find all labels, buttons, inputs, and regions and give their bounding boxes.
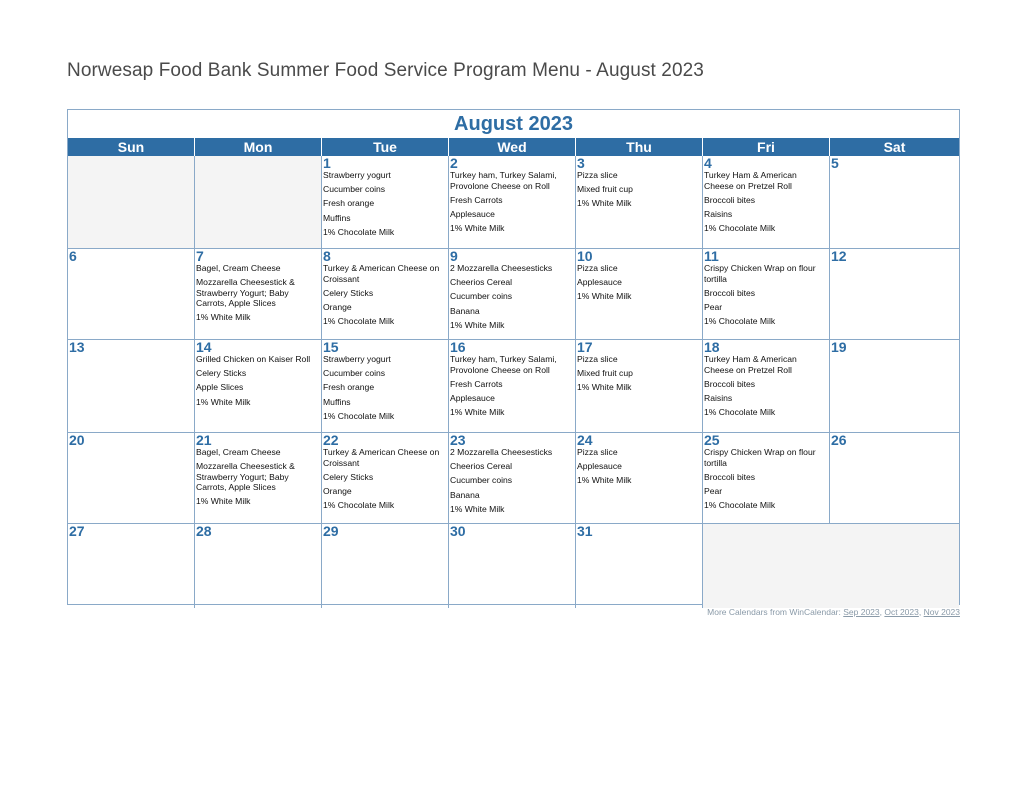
day-number: 8: [323, 249, 331, 264]
day-number: 19: [831, 340, 847, 355]
day-number: 16: [450, 340, 466, 355]
menu-item: Applesauce: [577, 277, 622, 288]
day-number: 5: [831, 156, 839, 171]
menu-items: [449, 447, 575, 514]
empty-day-cell: [195, 156, 322, 248]
menu-items: [322, 263, 448, 327]
menu-item: Orange: [323, 301, 352, 312]
calendar-week: [68, 156, 959, 248]
weekday-mon: Mon: [195, 138, 322, 156]
day-number: 3: [577, 156, 585, 171]
day-number: 7: [196, 249, 204, 264]
day-cell: [195, 249, 322, 339]
menu-item: 1% White Milk: [450, 407, 505, 418]
menu-item: 1% Chocolate Milk: [704, 407, 776, 418]
day-cell: [322, 524, 449, 608]
menu-item: Fresh Carrots: [450, 378, 503, 389]
day-cell: [576, 340, 703, 432]
calendar-week: [68, 523, 959, 608]
menu-item: Fresh orange: [323, 382, 375, 393]
day-number: 2: [450, 156, 458, 171]
menu-items: [449, 263, 575, 330]
day-number: 26: [831, 433, 847, 448]
menu-item: 1% White Milk: [196, 312, 251, 323]
day-cell: [703, 156, 830, 248]
day-cell: [68, 340, 195, 432]
day-number: 24: [577, 433, 593, 448]
menu-item: Turkey & American Cheese on Croissant: [323, 263, 440, 284]
day-cell: [322, 340, 449, 432]
menu-item: Raisins: [704, 392, 733, 403]
menu-item: Apple Slices: [196, 382, 244, 393]
footer-link-oct[interactable]: Oct 2023: [884, 607, 919, 617]
menu-item: Turkey Ham & American Cheese on Pretzel Roll: [704, 170, 797, 191]
menu-item: Fresh orange: [323, 198, 375, 209]
day-number: 31: [577, 524, 593, 539]
day-cell: [195, 524, 322, 608]
day-cell: [703, 249, 830, 339]
day-cell: [576, 156, 703, 248]
day-cell: [703, 340, 830, 432]
menu-items: [703, 354, 829, 418]
menu-item: Crispy Chicken Wrap on flour tortilla: [704, 263, 816, 284]
day-number: 22: [323, 433, 339, 448]
day-cell: [449, 340, 576, 432]
day-cell: [68, 433, 195, 523]
menu-items: [195, 263, 321, 323]
day-number: 28: [196, 524, 212, 539]
footer-link-sep[interactable]: Sep 2023: [843, 607, 880, 617]
calendar: [67, 109, 960, 605]
menu-item: Strawberry yogurt: [323, 354, 391, 364]
menu-item: Pizza slice: [577, 447, 618, 457]
menu-item: Mozzarella Cheesestick & Strawberry Yogurt; Baby Carrots, Apple Slices: [196, 461, 295, 493]
menu-items: [703, 263, 829, 327]
menu-item: Celery Sticks: [196, 368, 247, 379]
menu-item: Broccoli bites: [704, 194, 756, 205]
menu-item: 1% Chocolate Milk: [323, 316, 395, 327]
menu-item: Bagel, Cream Cheese: [196, 263, 281, 273]
menu-item: 1% White Milk: [577, 475, 632, 486]
month-title: August 2023: [454, 113, 573, 135]
menu-item: Applesauce: [450, 208, 495, 219]
day-number: 25: [704, 433, 720, 448]
menu-item: Turkey ham, Turkey Salami, Provolone Cheese on Roll: [450, 170, 557, 191]
weekday-fri: Fri: [703, 138, 830, 156]
day-number: 27: [69, 524, 85, 539]
menu-item: Broccoli bites: [704, 378, 756, 389]
menu-item: 1% Chocolate Milk: [323, 226, 395, 237]
menu-item: Applesauce: [450, 392, 495, 403]
day-cell: [576, 524, 703, 608]
day-number: 29: [323, 524, 339, 539]
weekday-header-row: [68, 138, 959, 156]
menu-item: Muffins: [323, 212, 351, 223]
menu-items: [322, 170, 448, 237]
day-cell: [830, 156, 959, 248]
menu-items: [322, 354, 448, 421]
day-number: 13: [69, 340, 85, 355]
menu-item: Bagel, Cream Cheese: [196, 447, 281, 457]
day-number: 10: [577, 249, 593, 264]
menu-items: [195, 447, 321, 507]
menu-item: Cheerios Cereal: [450, 461, 513, 472]
menu-items: [195, 354, 321, 407]
menu-item: Mozzarella Cheesestick & Strawberry Yogurt; Baby Carrots, Apple Slices: [196, 277, 295, 309]
weekday-wed: Wed: [449, 138, 576, 156]
menu-items: [576, 263, 702, 302]
day-cell: [322, 249, 449, 339]
day-cell: [68, 249, 195, 339]
day-number: 18: [704, 340, 720, 355]
menu-item: 1% Chocolate Milk: [704, 500, 776, 511]
menu-item: Broccoli bites: [704, 471, 756, 482]
menu-items: [576, 447, 702, 486]
menu-item: Applesauce: [577, 461, 622, 472]
footer-prefix: More Calendars from WinCalendar:: [707, 607, 844, 617]
menu-item: 1% White Milk: [450, 319, 505, 330]
day-cell: [830, 433, 959, 523]
day-cell: [449, 433, 576, 523]
menu-item: Pizza slice: [577, 354, 618, 364]
calendar-week: [68, 339, 959, 432]
menu-item: 1% White Milk: [196, 496, 251, 507]
menu-items: [449, 354, 575, 418]
menu-item: 1% White Milk: [577, 291, 632, 302]
menu-item: Orange: [323, 485, 352, 496]
day-cell: [449, 249, 576, 339]
menu-item: Turkey Ham & American Cheese on Pretzel Roll: [704, 354, 797, 375]
menu-item: Cucumber coins: [323, 368, 386, 379]
day-number: 4: [704, 156, 712, 171]
menu-item: 1% White Milk: [577, 198, 632, 209]
menu-item: Banana: [450, 305, 480, 316]
menu-item: Mixed fruit cup: [577, 368, 633, 379]
weekday-thu: Thu: [576, 138, 703, 156]
menu-item: 1% White Milk: [196, 396, 251, 407]
day-cell: [703, 433, 830, 523]
day-cell: [322, 156, 449, 248]
menu-item: 1% Chocolate Milk: [323, 500, 395, 511]
footer: More Calendars from WinCalendar: Sep 2023, Oct 2023, Nov 2023: [707, 607, 960, 617]
menu-item: Pizza slice: [577, 263, 618, 273]
calendar-weeks: [68, 156, 959, 608]
footer-link-nov[interactable]: Nov 2023: [923, 607, 960, 617]
menu-item: Crispy Chicken Wrap on flour tortilla: [704, 447, 816, 468]
menu-items: [703, 170, 829, 234]
menu-item: 1% Chocolate Milk: [704, 223, 776, 234]
day-number: 20: [69, 433, 85, 448]
menu-item: 1% White Milk: [450, 503, 505, 514]
menu-item: Muffins: [323, 396, 351, 407]
page-title: Norwesap Food Bank Summer Food Service Program Menu - August 2023: [67, 60, 704, 81]
day-number: 14: [196, 340, 212, 355]
day-cell: [322, 433, 449, 523]
menu-item: 2 Mozzarella Cheesesticks: [450, 447, 553, 457]
empty-day-cell: [703, 524, 959, 608]
menu-items: [576, 170, 702, 209]
day-cell: [195, 433, 322, 523]
menu-items: [703, 447, 829, 511]
weekday-sat: Sat: [830, 138, 959, 156]
weekday-sun: Sun: [68, 138, 195, 156]
menu-item: Cucumber coins: [450, 475, 513, 486]
menu-item: Celery Sticks: [323, 471, 374, 482]
day-number: 17: [577, 340, 593, 355]
menu-item: 2 Mozzarella Cheesesticks: [450, 263, 553, 273]
menu-item: Cucumber coins: [450, 291, 513, 302]
calendar-week: [68, 248, 959, 339]
day-cell: [68, 524, 195, 608]
day-cell: [449, 524, 576, 608]
menu-item: Pear: [704, 485, 723, 496]
menu-item: Raisins: [704, 208, 733, 219]
day-number: 6: [69, 249, 77, 264]
menu-item: 1% White Milk: [450, 223, 505, 234]
weekday-tue: Tue: [322, 138, 449, 156]
menu-item: Pear: [704, 301, 723, 312]
empty-day-cell: [68, 156, 195, 248]
menu-item: Celery Sticks: [323, 287, 374, 298]
day-number: 30: [450, 524, 466, 539]
menu-item: Strawberry yogurt: [323, 170, 391, 180]
day-number: 15: [323, 340, 339, 355]
day-cell: [830, 249, 959, 339]
menu-items: [576, 354, 702, 393]
menu-item: 1% White Milk: [577, 382, 632, 393]
day-number: 23: [450, 433, 466, 448]
day-cell: [576, 433, 703, 523]
day-cell: [576, 249, 703, 339]
menu-items: [449, 170, 575, 234]
menu-items: [322, 447, 448, 511]
menu-item: Grilled Chicken on Kaiser Roll: [196, 354, 311, 364]
day-cell: [830, 340, 959, 432]
menu-item: 1% Chocolate Milk: [704, 316, 776, 327]
menu-item: Turkey & American Cheese on Croissant: [323, 447, 440, 468]
menu-item: Fresh Carrots: [450, 194, 503, 205]
menu-item: Turkey ham, Turkey Salami, Provolone Cheese on Roll: [450, 354, 557, 375]
day-number: 9: [450, 249, 458, 264]
menu-item: Broccoli bites: [704, 287, 756, 298]
menu-item: 1% Chocolate Milk: [323, 410, 395, 421]
day-number: 12: [831, 249, 847, 264]
day-number: 11: [704, 249, 719, 264]
menu-item: Cheerios Cereal: [450, 277, 513, 288]
day-number: 1: [323, 156, 331, 171]
menu-item: Cucumber coins: [323, 184, 386, 195]
day-number: 21: [196, 433, 212, 448]
menu-item: Pizza slice: [577, 170, 618, 180]
day-cell: [449, 156, 576, 248]
day-cell: [195, 340, 322, 432]
menu-item: Mixed fruit cup: [577, 184, 633, 195]
menu-item: Banana: [450, 489, 480, 500]
calendar-week: [68, 432, 959, 523]
